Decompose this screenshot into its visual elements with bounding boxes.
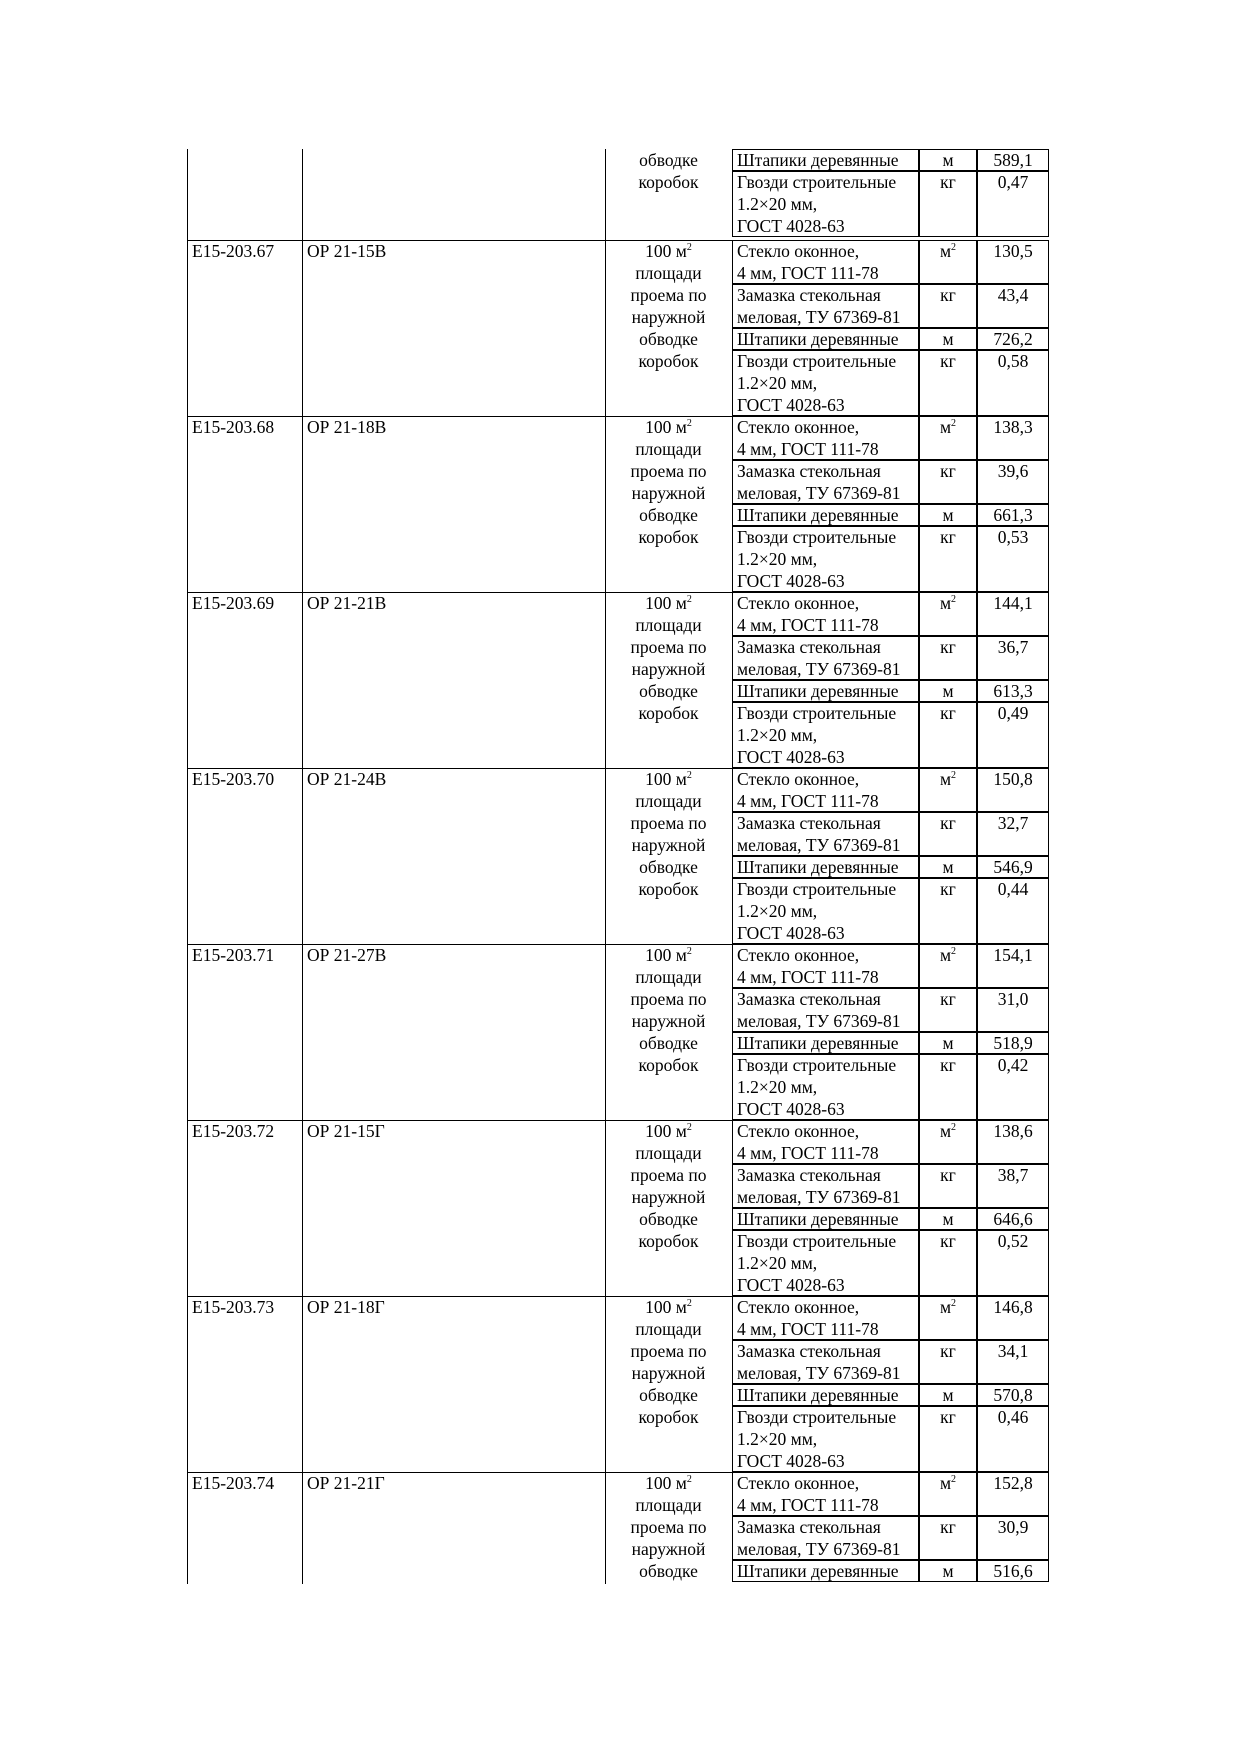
row-material-name: 4 мм, ГОСТ 111-78 <box>737 967 879 987</box>
row-material-name: Штапики деревянные <box>737 681 899 701</box>
row-material-value: 30,9 <box>997 1517 1029 1537</box>
unit-of-measure-text: обводке <box>639 505 698 525</box>
row-material-unit: $м^2$ <box>939 1121 957 1141</box>
norm-code: Е15-203.72 <box>192 1121 275 1141</box>
row-material-unit: кг <box>940 879 956 899</box>
row-material-name: 4 мм, ГОСТ 111-78 <box>737 1495 879 1515</box>
row-material-value: 43,4 <box>997 285 1029 305</box>
unit-of-measure-text: наружной <box>631 1011 706 1031</box>
unit-of-measure-text: проема по <box>630 1517 707 1537</box>
row-material-value: 154,1 <box>993 945 1033 965</box>
row-material-name: Гвозди строительные <box>737 351 897 371</box>
unit-of-measure-text: площади <box>635 967 702 987</box>
column-divider-code-name <box>302 149 303 1584</box>
row-material-value: 646,6 <box>993 1209 1033 1229</box>
row-material-name: 1.2×20 мм, <box>737 1253 818 1273</box>
row-material-name: 4 мм, ГОСТ 111-78 <box>737 791 879 811</box>
row-material-unit: м <box>942 857 954 877</box>
row-material-name: 1.2×20 мм, <box>737 1077 818 1097</box>
row-material-value: 0,52 <box>997 1231 1029 1251</box>
unit-of-measure-text: проема по <box>630 989 707 1009</box>
top-block-material-name: Штапики деревянные <box>737 150 899 170</box>
row-material-value: 150,8 <box>993 769 1033 789</box>
unit-of-measure-text: обводке <box>639 1561 698 1581</box>
unit-of-measure-text: коробок <box>638 703 699 723</box>
row-material-name: меловая, ТУ 67369-81 <box>737 835 901 855</box>
row-material-name: меловая, ТУ 67369-81 <box>737 1363 901 1383</box>
row-material-name: Стекло оконное, <box>737 241 860 261</box>
row-material-name: Гвозди строительные <box>737 703 897 723</box>
row-material-name: Замазка стекольная <box>737 1165 881 1185</box>
row-material-name: 4 мм, ГОСТ 111-78 <box>737 263 879 283</box>
row-material-name: меловая, ТУ 67369-81 <box>737 483 901 503</box>
row-material-value: 0,46 <box>997 1407 1029 1427</box>
unit-of-measure-text: площади <box>635 615 702 635</box>
row-material-name: Гвозди строительные <box>737 1055 897 1075</box>
row-material-unit: кг <box>940 1341 956 1361</box>
row-material-name: 4 мм, ГОСТ 111-78 <box>737 1143 879 1163</box>
unit-of-measure-text: наружной <box>631 307 706 327</box>
row-material-name: Штапики деревянные <box>737 329 899 349</box>
row-material-name: Стекло оконное, <box>737 1121 860 1141</box>
top-block-material-unit: м <box>942 150 954 170</box>
norm-code: Е15-203.67 <box>192 241 275 261</box>
unit-of-measure-text: наружной <box>631 483 706 503</box>
row-material-name: 4 мм, ГОСТ 111-78 <box>737 615 879 635</box>
unit-of-measure-text: обводке <box>639 150 698 170</box>
row-material-value: 613,3 <box>993 681 1033 701</box>
row-material-name: Стекло оконное, <box>737 769 860 789</box>
unit-of-measure-text: 100 $м^2$ <box>645 241 692 261</box>
row-material-unit: кг <box>940 1165 956 1185</box>
unit-of-measure-text: коробок <box>638 1055 699 1075</box>
row-material-unit: м <box>942 1209 954 1229</box>
norm-code: Е15-203.74 <box>192 1473 275 1493</box>
unit-of-measure-text: площади <box>635 1495 702 1515</box>
row-material-name: меловая, ТУ 67369-81 <box>737 1539 901 1559</box>
row-material-name: Стекло оконное, <box>737 1473 860 1493</box>
top-block-material-name: ГОСТ 4028-63 <box>737 216 845 236</box>
unit-of-measure-text: проема по <box>630 285 707 305</box>
top-block-material-value: 589,1 <box>993 150 1033 170</box>
row-material-name: Гвозди строительные <box>737 879 897 899</box>
unit-of-measure-text: 100 $м^2$ <box>645 1121 692 1141</box>
top-block-material-name: Гвозди строительные <box>737 172 897 192</box>
row-material-name: Стекло оконное, <box>737 593 860 613</box>
unit-of-measure-text: наружной <box>631 1363 706 1383</box>
unit-of-measure-text: площади <box>635 791 702 811</box>
unit-of-measure-text: 100 $м^2$ <box>645 945 692 965</box>
row-material-name: Стекло оконное, <box>737 1297 860 1317</box>
element-name: ОР 21-15Г <box>307 1121 385 1141</box>
element-name: ОР 21-15В <box>307 241 387 261</box>
row-material-value: 570,8 <box>993 1385 1033 1405</box>
row-material-name: Замазка стекольная <box>737 989 881 1009</box>
unit-of-measure-text: проема по <box>630 461 707 481</box>
unit-of-measure-text: площади <box>635 1143 702 1163</box>
row-material-name: 1.2×20 мм, <box>737 725 818 745</box>
unit-of-measure-text: наружной <box>631 1187 706 1207</box>
row-material-unit: кг <box>940 637 956 657</box>
row-material-value: 152,8 <box>993 1473 1033 1493</box>
unit-of-measure-text: обводке <box>639 1209 698 1229</box>
row-material-value: 31,0 <box>997 989 1029 1009</box>
row-material-name: Замазка стекольная <box>737 285 881 305</box>
row-material-name: ГОСТ 4028-63 <box>737 923 845 943</box>
unit-of-measure-text: 100 $м^2$ <box>645 1473 692 1493</box>
unit-of-measure-text: коробок <box>638 1231 699 1251</box>
row-material-value: 138,3 <box>993 417 1033 437</box>
unit-of-measure-text: обводке <box>639 681 698 701</box>
norm-code: Е15-203.68 <box>192 417 275 437</box>
row-material-unit: м <box>942 329 954 349</box>
row-material-unit: $м^2$ <box>939 241 957 261</box>
row-material-unit: кг <box>940 1055 956 1075</box>
row-material-value: 144,1 <box>993 593 1033 613</box>
row-material-value: 0,49 <box>997 703 1029 723</box>
row-material-value: 38,7 <box>997 1165 1029 1185</box>
element-name: ОР 21-18В <box>307 417 387 437</box>
table-left-border <box>187 149 188 1584</box>
row-material-unit: м <box>942 1033 954 1053</box>
top-block-material-value: 0,47 <box>997 172 1029 192</box>
unit-of-measure-text: 100 $м^2$ <box>645 417 692 437</box>
row-material-name: Штапики деревянные <box>737 857 899 877</box>
unit-of-measure-text: проема по <box>630 1341 707 1361</box>
unit-of-measure-text: 100 $м^2$ <box>645 593 692 613</box>
row-material-unit: $м^2$ <box>939 769 957 789</box>
row-material-unit: м <box>942 1385 954 1405</box>
row-material-value: 546,9 <box>993 857 1033 877</box>
row-material-name: меловая, ТУ 67369-81 <box>737 659 901 679</box>
top-block-material-name: 1.2×20 мм, <box>737 194 818 214</box>
row-material-name: ГОСТ 4028-63 <box>737 395 845 415</box>
row-material-name: Стекло оконное, <box>737 417 860 437</box>
row-material-unit: кг <box>940 461 956 481</box>
row-material-unit: $м^2$ <box>939 1473 957 1493</box>
unit-of-measure-text: наружной <box>631 1539 706 1559</box>
row-material-unit: м <box>942 1561 954 1581</box>
row-material-value: 661,3 <box>993 505 1033 525</box>
row-material-name: Замазка стекольная <box>737 461 881 481</box>
row-material-name: Замазка стекольная <box>737 1341 881 1361</box>
unit-of-measure-text: обводке <box>639 329 698 349</box>
row-material-value: 0,42 <box>997 1055 1029 1075</box>
element-name: ОР 21-27В <box>307 945 387 965</box>
element-name: ОР 21-18Г <box>307 1297 385 1317</box>
unit-of-measure-text: наружной <box>631 835 706 855</box>
unit-of-measure-text: проема по <box>630 1165 707 1185</box>
row-material-name: ГОСТ 4028-63 <box>737 1451 845 1471</box>
unit-of-measure-text: 100 $м^2$ <box>645 769 692 789</box>
row-material-name: Замазка стекольная <box>737 813 881 833</box>
row-material-value: 516,6 <box>993 1561 1033 1581</box>
row-material-value: 34,1 <box>997 1341 1029 1361</box>
row-material-name: 4 мм, ГОСТ 111-78 <box>737 439 879 459</box>
row-material-unit: кг <box>940 1231 956 1251</box>
unit-of-measure-text: проема по <box>630 637 707 657</box>
norm-code: Е15-203.73 <box>192 1297 275 1317</box>
unit-of-measure-text: коробок <box>638 172 699 192</box>
row-material-name: Стекло оконное, <box>737 945 860 965</box>
unit-of-measure-text: коробок <box>638 1407 699 1427</box>
row-material-value: 130,5 <box>993 241 1033 261</box>
top-block-material-unit: кг <box>940 172 956 192</box>
row-material-name: меловая, ТУ 67369-81 <box>737 1187 901 1207</box>
unit-of-measure-text: площади <box>635 263 702 283</box>
row-material-value: 36,7 <box>997 637 1029 657</box>
row-material-name: ГОСТ 4028-63 <box>737 747 845 767</box>
row-material-unit: кг <box>940 351 956 371</box>
row-material-value: 39,6 <box>997 461 1029 481</box>
row-material-name: 1.2×20 мм, <box>737 549 818 569</box>
row-material-unit: м <box>942 505 954 525</box>
row-material-name: меловая, ТУ 67369-81 <box>737 1011 901 1031</box>
row-material-unit: $м^2$ <box>939 945 957 965</box>
row-material-name: Замазка стекольная <box>737 1517 881 1537</box>
row-material-unit: $м^2$ <box>939 417 957 437</box>
row-material-name: ГОСТ 4028-63 <box>737 571 845 591</box>
row-material-name: Штапики деревянные <box>737 1209 899 1229</box>
row-material-name: Гвозди строительные <box>737 1407 897 1427</box>
norm-code: Е15-203.69 <box>192 593 275 613</box>
row-material-name: ГОСТ 4028-63 <box>737 1275 845 1295</box>
unit-of-measure-text: коробок <box>638 879 699 899</box>
unit-of-measure-text: 100 $м^2$ <box>645 1297 692 1317</box>
row-material-name: Штапики деревянные <box>737 1385 899 1405</box>
row-material-name: Гвозди строительные <box>737 1231 897 1251</box>
element-name: ОР 21-24В <box>307 769 387 789</box>
row-material-name: Штапики деревянные <box>737 1033 899 1053</box>
row-material-unit: кг <box>940 989 956 1009</box>
row-material-value: 146,8 <box>993 1297 1033 1317</box>
unit-of-measure-text: наружной <box>631 659 706 679</box>
row-material-unit: кг <box>940 285 956 305</box>
element-name: ОР 21-21Г <box>307 1473 385 1493</box>
row-material-value: 0,53 <box>997 527 1029 547</box>
unit-of-measure-text: площади <box>635 1319 702 1339</box>
row-material-name: 1.2×20 мм, <box>737 1429 818 1449</box>
norm-code: Е15-203.70 <box>192 769 275 789</box>
row-material-value: 0,44 <box>997 879 1029 899</box>
row-material-name: ГОСТ 4028-63 <box>737 1099 845 1119</box>
row-material-unit: кг <box>940 703 956 723</box>
row-material-value: 32,7 <box>997 813 1029 833</box>
unit-of-measure-text: обводке <box>639 1033 698 1053</box>
row-material-unit: м <box>942 681 954 701</box>
row-material-unit: кг <box>940 1517 956 1537</box>
row-material-value: 518,9 <box>993 1033 1033 1053</box>
row-material-name: 4 мм, ГОСТ 111-78 <box>737 1319 879 1339</box>
row-material-name: Замазка стекольная <box>737 637 881 657</box>
row-material-name: 1.2×20 мм, <box>737 901 818 921</box>
unit-of-measure-text: обводке <box>639 1385 698 1405</box>
unit-of-measure-text: проема по <box>630 813 707 833</box>
row-material-unit: кг <box>940 813 956 833</box>
row-material-value: 0,58 <box>997 351 1029 371</box>
row-material-unit: кг <box>940 1407 956 1427</box>
row-material-name: меловая, ТУ 67369-81 <box>737 307 901 327</box>
unit-of-measure-text: площади <box>635 439 702 459</box>
row-material-value: 726,2 <box>993 329 1033 349</box>
row-material-name: Штапики деревянные <box>737 505 899 525</box>
element-name: ОР 21-21В <box>307 593 387 613</box>
row-material-unit: кг <box>940 527 956 547</box>
row-material-unit: $м^2$ <box>939 1297 957 1317</box>
row-material-name: Штапики деревянные <box>737 1561 899 1581</box>
row-material-unit: $м^2$ <box>939 593 957 613</box>
row-material-name: 1.2×20 мм, <box>737 373 818 393</box>
unit-of-measure-text: коробок <box>638 527 699 547</box>
norm-code: Е15-203.71 <box>192 945 275 965</box>
row-material-value: 138,6 <box>993 1121 1033 1141</box>
unit-of-measure-text: обводке <box>639 857 698 877</box>
row-material-name: Гвозди строительные <box>737 527 897 547</box>
unit-of-measure-text: коробок <box>638 351 699 371</box>
